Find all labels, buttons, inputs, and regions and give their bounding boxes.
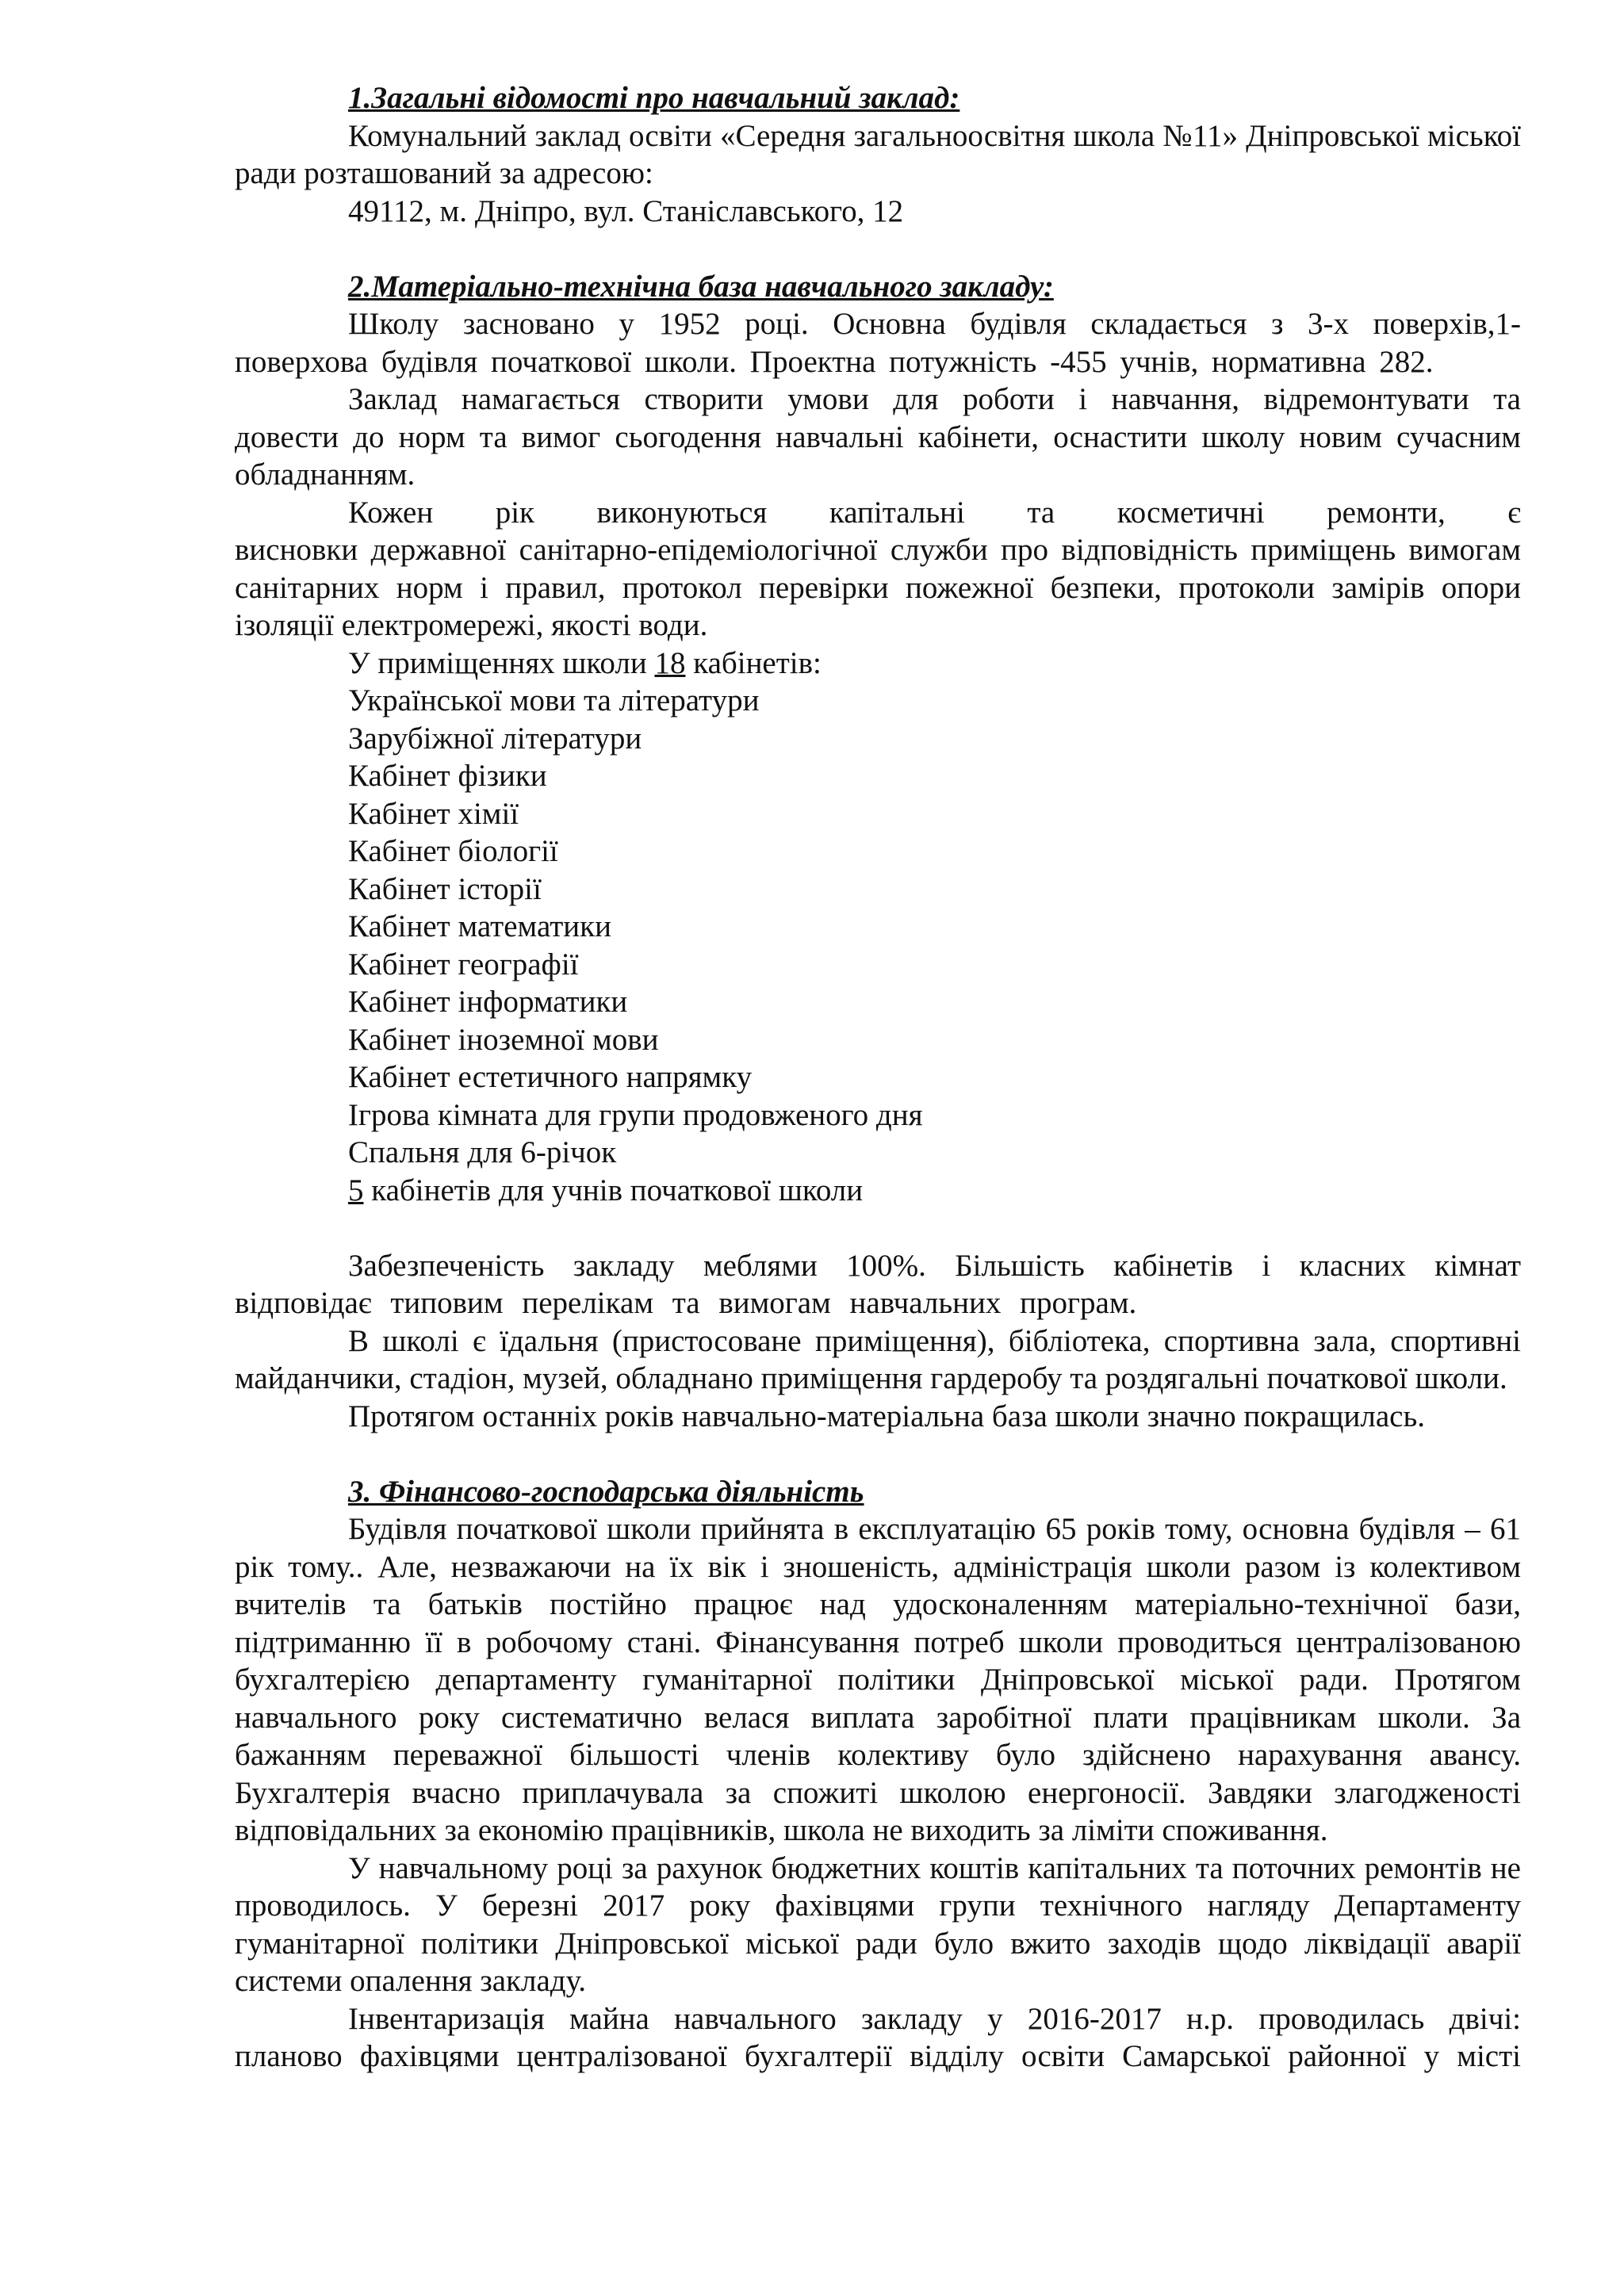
- room-list-item: Спальня для 6-річок: [348, 1135, 617, 1169]
- room-list-item: Української мови та літератури: [348, 683, 760, 718]
- repairs-line-word: та: [1027, 495, 1055, 530]
- repairs-line-word: є: [1507, 495, 1521, 530]
- primary-rooms: [235, 1172, 1521, 1210]
- room-list-item: Кабінет естетичного напрямку: [348, 1060, 753, 1094]
- room-list-item: Ігрова кімната для групи продовженого дня: [348, 1097, 923, 1132]
- rooms-intro: [235, 645, 1521, 683]
- section-2-heading: 2.Матеріально-технічна база навчального закладу:: [348, 269, 1054, 304]
- primary-rooms-count: 5: [348, 1173, 364, 1207]
- room-list-item: Кабінет історії: [348, 871, 542, 906]
- section-3-paragraph-buildings: Будівля початкової школи прийнята в експлуатацію 65 років тому, основна будівля – 61 рік тому.. Але, незважаючи на їх вік і зношеність, адміністрація школи разом із колективом вчителів та батьків постійно працює над удосконаленням матеріально-технічної бази, підтриманню її в робочому стані. Фінансування потреб школи проводиться централізованою бухгалтерією департаменту гуманітарної політики Дніпровської міської ради. Протягом навчального року систематично велася виплата заробітної плати працівникам школи. За бажанням переважної більшості членів колективу було здійснено нарахування авансу. Бухгалтерія вчасно приплачувала за спожиті школою енергоносії. Завдяки злагодженості відповідальних за економію працівників, школа не виходить за ліміти споживання.: [235, 1512, 1521, 1847]
- repairs-line-word: Кожен: [348, 495, 434, 530]
- room-list-item: Зарубіжної літератури: [348, 721, 642, 756]
- rooms-count: 18: [654, 645, 686, 680]
- rooms-intro-before: У приміщеннях школи: [348, 645, 655, 680]
- document-content: [235, 79, 1521, 2076]
- spacer: [235, 1435, 1521, 1473]
- section-1-paragraph: Комунальний заклад освіти «Середня загальноосвітня школа №11» Дніпровської міської ради розташований за адресою:: [235, 118, 1521, 190]
- primary-rooms-text: кабінетів для учнів початкової школи: [363, 1173, 864, 1207]
- section-3-paragraph-repairs: У навчальному році за рахунок бюджетних коштів капітальних та поточних ремонтів не проводилось. У березні 2017 року фахівцями групи технічного нагляду Департаменту гуманітарної політики Дніпровської міської ради було вжито заходів щодо ліквідації аварії системи опалення закладу.: [235, 1850, 1521, 1998]
- section-3-paragraph-inventory-line-1: Інвентаризація майна навчального закладу у 2016-2017 н.р. проводилась двічі:: [348, 2001, 1521, 2036]
- spacer: [235, 230, 1521, 268]
- room-list-item: Кабінет хімії: [348, 796, 519, 831]
- section-2-paragraph-improved: Протягом останніх років навчально-матеріальна база школи значно покращилась.: [348, 1399, 1426, 1433]
- room-list-item: Кабінет географії: [348, 947, 579, 982]
- section-2-paragraph-repairs: висновки державної санітарно-епідеміологічної служби про відповідність приміщень вимогам санітарних норм і правил, протокол перевірки пожежної безпеки, протоколи замірів опори ізоляції електромережі, якості води.: [235, 533, 1521, 642]
- repairs-line-word: рік: [495, 495, 535, 530]
- repairs-line-word: ремонти,: [1327, 495, 1446, 530]
- school-address: 49112, м. Дніпро, вул. Станіславського, 12: [348, 193, 904, 228]
- section-2-paragraph-furniture: Забезпеченість закладу меблями 100%. Більшість кабінетів і класних кімнат відповідає типовим перелікам та вимогам навчальних програм.: [235, 1248, 1521, 1320]
- section-2-paragraph-conditions: Заклад намагається створити умови для роботи і навчання, відремонтувати та довести до норм та вимог сьогодення навчальні кабінети, оснастити школу новим сучасним обладнанням.: [235, 382, 1521, 492]
- spacer: [235, 1209, 1521, 1247]
- repairs-line-word: косметичні: [1116, 495, 1265, 530]
- room-list-item: Кабінет математики: [348, 909, 611, 943]
- section-1-heading: 1.Загальні відомості про навчальний заклад:: [348, 81, 960, 115]
- section-3-paragraph-inventory-line-2: планово фахівцями централізованої бухгалтерії відділу освіти Самарської районної у місті: [235, 2039, 1521, 2073]
- repairs-line-word: виконуються: [596, 495, 768, 530]
- room-list-item: Кабінет іноземної мови: [348, 1022, 659, 1057]
- section-2-paragraph-facilities: В школі є їдальня (пристосоване приміщення), бібліотека, спортивна зала, спортивні майданчики, стадіон, музей, обладнано приміщення гардеробу та роздягальні початкової школи.: [235, 1323, 1521, 1395]
- section-2-paragraph-founded: Школу засновано у 1952 році. Основна будівля складається з 3-х поверхів,1-поверхова будівля початкової школи. Проектна потужність -455 учнів, нормативна 282.: [235, 307, 1521, 379]
- rooms-list: [235, 682, 1521, 1172]
- section-2-paragraph-repairs-first-line: [235, 494, 1521, 532]
- room-list-item: Кабінет біології: [348, 834, 558, 868]
- room-list-item: Кабінет фізики: [348, 759, 547, 793]
- repairs-line-word: капітальні: [829, 495, 965, 530]
- room-list-item: Кабінет інформатики: [348, 985, 628, 1019]
- rooms-intro-after: кабінетів:: [685, 645, 822, 680]
- section-3-heading: 3. Фінансово-господарська діяльність: [348, 1474, 864, 1509]
